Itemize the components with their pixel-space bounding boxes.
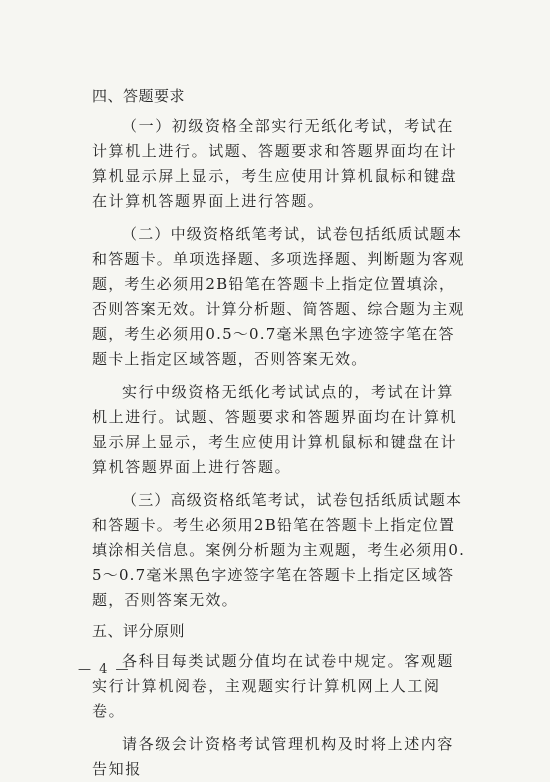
section-5-heading: 五、评分原则: [92, 622, 186, 640]
section-5-text: 各科目每类试题分值均在试卷中规定。客观题实行计算机阅卷，主观题实行计算机网上人工阅卷。: [92, 652, 455, 720]
section-4-heading: 四、答题要求: [92, 87, 186, 105]
closing-text: 请各级会计资格考试管理机构及时将上述内容告知报: [92, 735, 455, 778]
section-4-item-2-pilot: 实行中级资格无纸化考试试点的，考试在计算机上进行。试题、答题要求和答题界面均在计算机显示屏上显示，考生应使用计算机鼠标和键盘在计算机答题界面上进行答题。: [92, 383, 458, 476]
section-4-item-2: （二）中级资格纸笔考试，试卷包括纸质试题本和答题卡。单项选择题、多项选择题、判断题为客观题，考生必须用2B铅笔在答题卡上指定位置填涂，否则答案无效。计算分析题、简答题、综合题为主观题，考生必须用0.5～0.7毫米黑色字迹签字笔在答题卡上指定区域答题，否则答案无效。: [92, 225, 465, 368]
page-number: — 4 —: [78, 662, 131, 677]
section-4-item-3: （三）高级资格纸笔考试，试卷包括纸质试题本和答题卡。考生必须用2B铅笔在答题卡上指定位置填涂相关信息。案例分析题为主观题，考生必须用0.5～0.7毫米黑色字迹签字笔在答题卡上指定区域答题，否则答案无效。: [92, 491, 466, 609]
section-4-item-1: （一）初级资格全部实行无纸化考试，考试在计算机上进行。试题、答题要求和答题界面均在计算机显示屏上显示，考生应使用计算机鼠标和键盘在计算机答题界面上进行答题。: [92, 117, 458, 210]
